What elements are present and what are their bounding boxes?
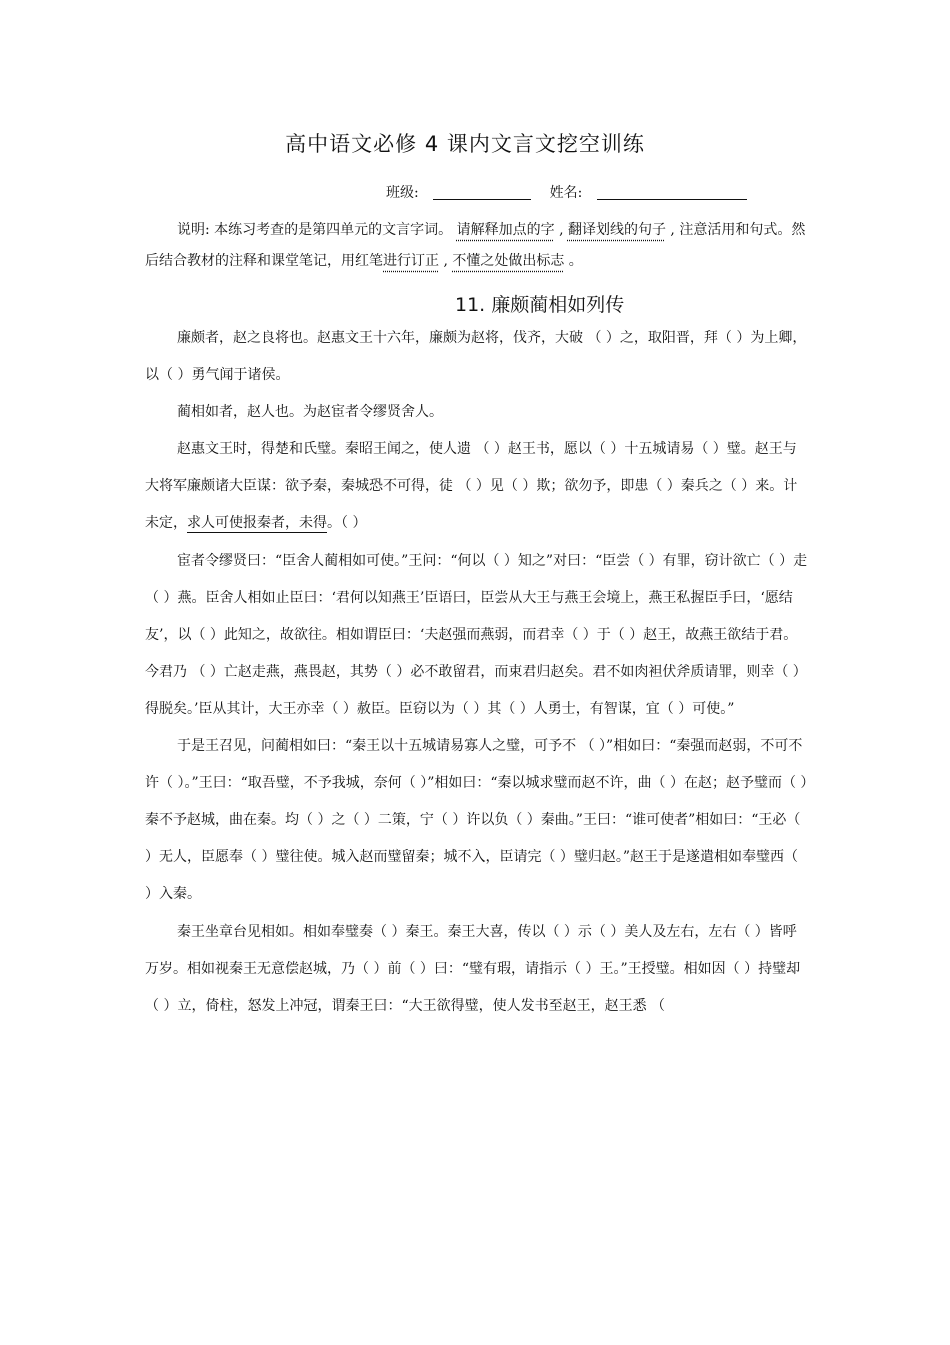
note-part3: , 注意活用和句式。然后结合教材的注释和课堂笔记，用红笔 xyxy=(145,222,806,269)
paragraph-text: 。（ ） xyxy=(327,515,367,532)
note-part5: 。 xyxy=(564,253,583,269)
name-blank[interactable] xyxy=(597,185,747,200)
paragraph xyxy=(145,431,808,542)
class-name-line xyxy=(386,182,747,202)
page-title: 高中语文必修 4 课内文言文挖空训练 xyxy=(285,132,645,156)
paragraph xyxy=(145,728,808,913)
class-blank[interactable] xyxy=(433,185,531,200)
note-part2: , xyxy=(554,222,568,238)
paragraph xyxy=(145,394,808,431)
paragraph-text: 秦王坐章台见相如。相如奉璧奏（ ）秦王。秦王大喜，传以（ ）示（ ）美人及左右，左右（ ）皆呼万岁。相如视秦王无意偿赵城，乃（ ）前（ ）曰：“璧有瑕，请指示（ ）王。”王授璧。相如因（ ）持璧却（ ）立，倚柱，怒发上冲冠，谓秦王曰：“大王欲得璧，使人发书至赵王，赵王悉 （ xyxy=(145,923,801,1014)
paragraph-text: 廉颇者，赵之良将也。赵惠文王十六年，廉颇为赵将，伐齐，大破 （ ）之，取阳晋，拜（ ）为上卿，以（ ）勇气闻于诸侯。 xyxy=(145,330,807,384)
note-dotted-3: 进行订正 xyxy=(383,253,439,269)
name-label: 姓名: xyxy=(549,185,583,201)
note-dotted-2: 翻译划线的句子 xyxy=(567,222,666,238)
passage xyxy=(145,320,808,1025)
paragraph xyxy=(145,543,808,728)
note-part1: 说明: 本练习考查的是第四单元的文言字词。 xyxy=(177,222,457,238)
note-part4: , xyxy=(439,253,453,269)
note-dotted-1: 请解释加点的字 xyxy=(456,222,555,238)
paragraph-text: 赵惠文王时，得楚和氏璧。秦昭王闻之，使人遗 （ ）赵王书，愿以（ ）十五城请易（ ）璧。赵王与大将军廉颇诸大臣谋：欲予秦，秦城恐不可得，徒 （ ）见（ ）欺；欲勿予，即患（ ）秦兵之（ ）来。计未定， xyxy=(145,441,798,532)
paragraph-text: 宦者令缪贤曰：“臣舍人蔺相如可使。”王问：“何以（ ）知之”对曰：“臣尝（ ）有罪，窃计欲亡（ ）走（ ）燕。臣舍人相如止臣曰：‘君何以知燕王’臣语曰，臣尝从大王与燕王会境上，燕王私握臣手曰，‘愿结友’，以（ ）此知之，故欲往。相如谓臣曰：‘夫赵强而燕弱，而君幸（ ）于（ ）赵王，故燕王欲结于君。今君乃 （ ）亡赵走燕，燕畏赵，其势（ ）必不敢留君，而束君归赵矣。君不如肉袒伏斧质请罪，则幸（ ）得脱矣。’臣从其计，大王亦幸（ ）赦臣。臣窃以为（ ）其（ ）人勇士，有智谋，宜（ ）可使。” xyxy=(145,552,808,717)
underlined-sentence: 求人可使报秦者，未得 xyxy=(187,515,327,532)
paragraph xyxy=(145,320,808,394)
paragraph xyxy=(145,914,808,1025)
instructions xyxy=(145,215,810,277)
paragraph-text: 于是王召见，问蔺相如曰：“秦王以十五城请易寡人之璧，可予不 （ ）”相如曰：“秦强而赵弱，不可不许（ ）。”王曰：“取吾璧，不予我城，奈何（ ）”相如曰：“秦以城求璧而赵不许，曲（ ）在赵；赵予璧而（ ）秦不予赵城，曲在秦。均（ ）之（ ）二策，宁（ ）许以负（ ）秦曲。”王曰：“谁可使者”相如曰：“王必（ ）无人，臣愿奉（ ）璧往使。城入赵而璧留秦；城不入，臣请完（ ）璧归赵。”赵王于是遂遣相如奉璧西（ ）入秦。 xyxy=(145,738,808,903)
paragraph-text: 蔺相如者，赵人也。为赵宦者令缪贤舍人。 xyxy=(177,404,443,421)
class-label: 班级: xyxy=(386,185,419,201)
section-title: 11. 廉颇蔺相如列传 xyxy=(455,294,625,316)
note-dotted-4: 不懂之处做出标志 xyxy=(452,253,565,269)
